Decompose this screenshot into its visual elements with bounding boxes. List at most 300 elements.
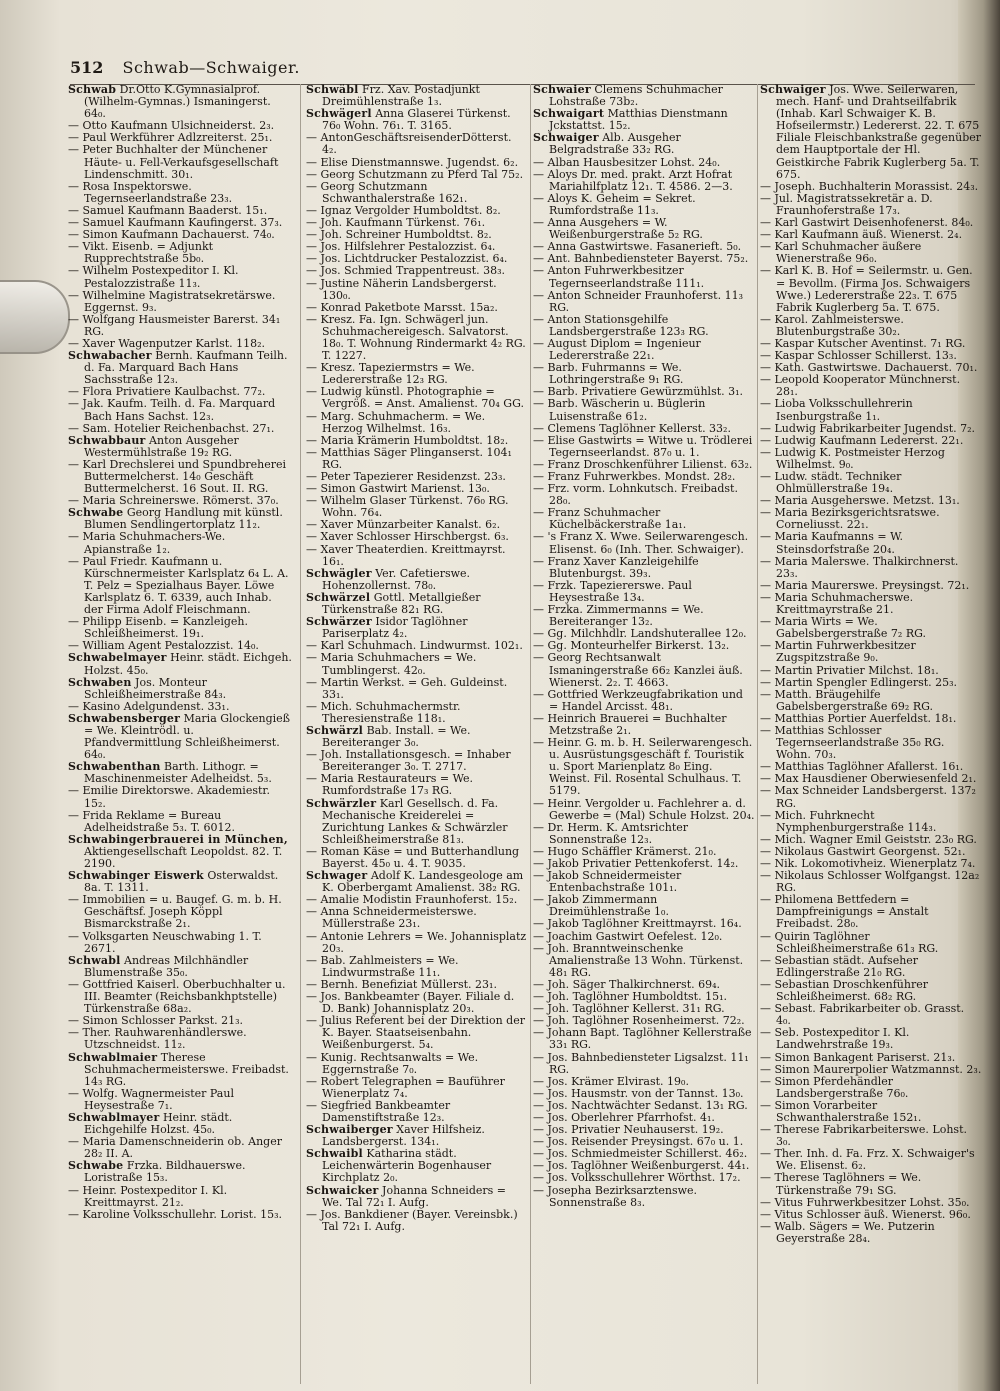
directory-entry (306, 1209, 528, 1233)
entry-text: — Maria Schuhmacherswe. Kreittmayrstraße 21. (760, 590, 914, 617)
directory-entry (533, 737, 755, 797)
directory-entry (306, 906, 528, 930)
entry-text: — Rosa Inspektorswe. Tegernseerlandstraße 23₃. (68, 179, 233, 205)
entry-surname: Schwablmaier (68, 1050, 158, 1064)
entry-text: — Jos. Volksschullehrer Wörthst. 17₂. (533, 1171, 741, 1185)
entry-text: — Philipp Eisenb. = Kanzleigeh. Schleißheimerst. 19₁. (68, 615, 248, 641)
column-2 (306, 84, 528, 1384)
entry-text: — Karl Schuhmacher äußere Wienerstraße 96₀. (760, 240, 922, 266)
entry-text: — Flora Privatiere Kaulbachst. 77₂. (68, 385, 266, 399)
directory-entry (533, 132, 755, 156)
directory-entry (68, 955, 294, 979)
entry-text: — Kasino Adelgundenst. 33₁. (68, 699, 230, 713)
entry-text: — Robert Telegraphen = Bauführer Wienerplatz 7₄. (306, 1074, 505, 1100)
entry-text: — Ludwig Kaufmann Ledererst. 22₁. (760, 433, 964, 447)
column-divider (530, 84, 531, 1384)
directory-entry (760, 1148, 982, 1172)
directory-entry (68, 459, 294, 495)
directory-entry (760, 640, 982, 664)
entry-text: — August Diplom = Ingenieur Ledererstraße 22₁. (533, 336, 701, 363)
entry-text: — Franz Fuhrwerkbes. Mondst. 28₂. (533, 470, 736, 483)
entry-text: Dr.Otto K.Gymnasialprof.(Wilhelm-Gymnas.) Ismaningerst. 64₀. (84, 84, 271, 121)
entry-text: Jos. Wwe. Seilerwaren, mech. Hanf- und Drahtseilfabrik (Inhab. Karl Schwaiger K. B. Hofseilermstr.) Ledererst. 22. T. 675 Filiale Fleischbankstraße gegenüber dem Hauptportale der Hl. Geistkirche Fabrik Kuglerberg 5a. T. 675. (776, 84, 982, 181)
directory-entry (533, 1185, 755, 1209)
entry-text: — Immobilien = u. Baugef. G. m. b. H. Geschäftsf. Joseph Köppl Bismarckstraße 2₁. (68, 893, 282, 931)
entry-text: — Heinr. Postexpeditor I. Kl. Kreittmayrst. 21₂. (68, 1183, 228, 1209)
entry-text: — Therese Taglöhners = We. Türkenstraße 79₁ SG. (760, 1171, 922, 1197)
entry-text: — Simon Bankagent Pariserst. 21₃. (760, 1050, 956, 1064)
directory-entry (533, 604, 755, 628)
entry-text: — 's Franz X. Wwe. Seilerwarengesch. Elisenst. 6₀ (Inh. Ther. Schwaiger). (533, 530, 749, 556)
directory-entry (68, 894, 294, 930)
entry-text: — Jos. Reisender Preysingst. 67₀ u. 1. (533, 1135, 744, 1149)
directory-entry (760, 374, 982, 398)
directory-entry (306, 616, 528, 640)
entry-surname: Schwaben (68, 675, 132, 689)
entry-text: — Maria Schuhmachers = We. Tumblingerst. 42₀. (306, 651, 477, 677)
entry-text: Barth. Lithogr. = Maschinenmeister Adelheidst. 5₃. (84, 760, 272, 786)
entry-text: — Gg. Milchhdlr. Landshuterallee 12₀. (533, 627, 747, 641)
entry-text: Xaver Hilfsheiz. Landsbergerst. 134₁. (322, 1123, 485, 1149)
directory-entry (760, 447, 982, 471)
entry-text: — Wilhelmine Magistratsekretärswe. Eggernst. 9₃. (68, 288, 276, 314)
directory-entry (306, 1100, 528, 1124)
entry-text: — Peter Tapezierer Residenzst. 23₃. (306, 470, 506, 483)
entry-text: — Simon Vorarbeiter Schwanthalerstraße 152₁. (760, 1098, 922, 1124)
entry-text: — Maria Schreinerswe. Römerst. 37₀. (68, 494, 279, 508)
directory-entry (68, 350, 294, 386)
entry-text: — Karl Kaufmann äuß. Wienerst. 2₄. (760, 228, 963, 242)
entry-surname: Schwab (68, 84, 117, 96)
entry-text: — Nik. Lokomotivheiz. Wienerplatz 7₄. (760, 857, 976, 870)
entry-text: — Roman Käse = und Butterhandlung Bayerst. 45₀ u. 4. T. 9035. (306, 844, 520, 870)
directory-entry (760, 894, 982, 930)
directory-entry (533, 217, 755, 241)
entry-text: Adolf K. Landesgeologe am K. Oberbergamt Amalienst. 38₂ RG. (322, 869, 524, 895)
entry-text: — Gottfried Kaiserl. Oberbuchhalter u. III. Beamter (Reichsbankhptstelle) Türkenstraße 68a₂. (68, 977, 286, 1016)
entry-text: — Ludwig K. Postmeister Herzog Wilhelmst. 9₀. (760, 445, 945, 471)
entry-text: — Maria Kaufmanns = W. Steinsdorfstraße 20₄. (760, 530, 903, 556)
entry-text: — Maria Krämerin Humboldtst. 18₂. (306, 433, 509, 447)
directory-entry (760, 1221, 982, 1245)
entry-text: — Paul Friedr. Kaufmann u. Kürschnermeister Karlsplatz 6₄ L. A. T. Pelz = Spezialhaus Bayer. Löwe Karlsplatz 6. T. 6339, auch Inhab. der Firma Adolf Fleischmann. (68, 554, 289, 617)
directory-entry (760, 84, 982, 181)
directory-entry (760, 725, 982, 761)
entry-text: Jos. Monteur Schleißheimerstraße 84₃. (84, 675, 227, 701)
directory-entry (533, 822, 755, 846)
entry-text: — Mich. Wagner Emil Geiststr. 23₀ RG. (760, 832, 977, 846)
directory-entry (306, 870, 528, 894)
entry-text: — Jakob Taglöhner Kreittmayrst. 16₄. (533, 917, 742, 931)
directory-entry (533, 314, 755, 338)
directory-entry (68, 810, 294, 834)
entry-text: — Justine Näherin Landsbergerst. 130₀. (306, 276, 497, 302)
entry-text: — Therese Fabrikarbeiterswe. Lohst. 3₀. (760, 1123, 967, 1149)
entry-surname: Schwablmayer (68, 1110, 160, 1124)
directory-entry (533, 362, 755, 386)
entry-text: — Jos. Krämer Elvirast. 19₀. (533, 1074, 689, 1088)
directory-entry (760, 616, 982, 640)
entry-text: Osterwaldst. 8a. T. 1311. (84, 869, 279, 895)
entry-text: — Sebastian städt. Aufseher Edlingerstraße 21₀ RG. (760, 953, 919, 979)
entry-surname: Schwaiger (760, 84, 826, 96)
entry-text: — Heinr. Vergolder u. Fachlehrer a. d. Gewerbe = (Mal) Schule Holzst. 20₄. (533, 796, 755, 822)
directory-entry (68, 1185, 294, 1209)
entry-text: — Karl Gastwirt Deisenhofenerst. 84₀. (760, 216, 974, 230)
entry-text: — Sebastian Droschkenführer Schleißheimerst. 68₂ RG. (760, 977, 928, 1004)
entry-text: — Otto Kaufmann Ulsichneiderst. 2₃. (68, 119, 275, 133)
directory-entry (533, 483, 755, 507)
entry-text: — Mich. Fuhrknecht Nymphenburgerstraße 114₃. (760, 808, 937, 834)
entry-surname: Schwärzl (306, 723, 364, 737)
directory-entry (306, 314, 528, 362)
entry-text: — Joh. Taglöhner Humboldtst. 15₁. (533, 990, 727, 1004)
entry-text: — Frz. vorm. Lohnkutsch. Freibadst. 28₀. (533, 482, 738, 508)
directory-entry (306, 411, 528, 435)
entry-text: — Paul Werkführer Adlzreiterst. 25₁. (68, 131, 273, 145)
entry-surname: Schwabe (68, 1159, 124, 1173)
entry-text: — Max Schneider Landsbergerst. 137₂ RG. (760, 784, 976, 810)
entry-text: — Wilhelm Postexpeditor I. Kl. Pestalozzistraße 11₃. (68, 264, 239, 290)
directory-entry (533, 169, 755, 193)
directory-entry (533, 84, 755, 108)
entry-text: — Ant. Bahnbediensteter Bayerst. 75₂. (533, 252, 749, 266)
entry-text: — Kaspar Kutscher Aventinst. 7₁ RG. (760, 336, 966, 350)
directory-entry (306, 1185, 528, 1209)
column-1 (68, 84, 294, 1384)
entry-text: — Jos. Bahnbediensteter Ligsalzst. 11₁ RG. (533, 1050, 749, 1076)
entry-text: — Jos. Hausmstr. von der Tannst. 13₀. (533, 1086, 744, 1100)
page-header (70, 58, 300, 82)
entry-text: — Anna Ausgehers = W. Weißenburgerstraße 5₂ RG. (533, 216, 703, 242)
directory-entry (533, 108, 755, 132)
directory-entry (533, 652, 755, 688)
entry-text: — AntonGeschäftsreisenderDötterst. 4₂. (306, 131, 512, 157)
directory-entry (306, 773, 528, 797)
directory-entry (306, 362, 528, 386)
entry-text: — Karol. Zahlmeisterswe. Blutenburgstraße 30₂. (760, 312, 904, 338)
entry-text: — Ludwig Fabrikarbeiter Jugendst. 7₂. (760, 421, 976, 435)
directory-entry (306, 132, 528, 156)
directory-entry (760, 241, 982, 265)
entry-text: Johanna Schneiders = We. Tal 72₁ I. Aufg. (322, 1183, 506, 1209)
entry-text: — Matthias Säger Plinganserst. 104₁ RG. (306, 445, 512, 471)
entry-text: — Franz Droschkenführer Lilienst. 63₂. (533, 457, 753, 471)
directory-entry (68, 1112, 294, 1136)
entry-text: — Barb. Fuhrmanns = We. Lothringerstraße 9₁ RG. (533, 361, 684, 387)
entry-text: — Maria Bezirksgerichtsratswe. Corneliusst. 22₁. (760, 506, 940, 532)
directory-entry (68, 556, 294, 616)
entry-text: — Jos. Lichtdrucker Pestalozzist. 6₄. (306, 252, 508, 266)
entry-text: — Matthias Schlosser Tegernseerlandstraße 35₀ RG. Wohn. 70₃. (760, 723, 945, 762)
directory-entry (533, 265, 755, 289)
entry-text: Bab. Install. = We. Bereiteranger 3₀. (322, 723, 471, 750)
entry-text: — Jos. Nachtwächter Sedanst. 13₁ RG. (533, 1098, 748, 1112)
entry-text: — Simon Schlosser Parkst. 21₃. (68, 1014, 244, 1028)
entry-surname: Schwabelmayer (68, 651, 167, 665)
directory-entry (533, 870, 755, 894)
entry-text: — Maria Restaurateurs = We. Rumfordstraße 17₃ RG. (306, 772, 474, 798)
entry-text: — Simon Gastwirt Marienst. 13₀. (306, 482, 490, 496)
entry-text: — Emilie Direktorswe. Akademiestr. 15₂. (68, 784, 270, 810)
directory-entry (533, 1052, 755, 1076)
directory-entry (533, 713, 755, 737)
directory-entry (533, 290, 755, 314)
entry-surname: Schwärzer (306, 615, 372, 629)
running-head: Schwab—Schwaiger. (122, 58, 300, 77)
directory-entry (760, 471, 982, 495)
directory-entry (306, 181, 528, 205)
directory-entry (306, 84, 528, 108)
entry-text: Matthias Dienstmann Jckstattst. 15₂. (549, 107, 728, 133)
directory-entry (68, 652, 294, 676)
entry-text: — Simon Kaufmann Dachauerst. 74₀. (68, 228, 275, 242)
directory-entry (68, 84, 294, 120)
entry-surname: Schwärzler (306, 796, 377, 810)
directory-entry (68, 507, 294, 531)
entry-text: — Maria Schuhmachers-We. Apianstraße 1₂. (68, 530, 226, 556)
directory-entry (68, 1027, 294, 1051)
entry-text: — Ther. Inh. d. Fa. Frz. X. Schwaiger's We. Elisenst. 6₂. (760, 1147, 975, 1173)
entry-text: — Nikolaus Schlosser Wolfgangst. 12a₂ RG. (760, 869, 980, 895)
entry-text: Anton Ausgeher Westermühlstraße 19₂ RG. (84, 433, 239, 459)
entry-text: Gottl. Metallgießer Türkenstraße 82₁ RG. (322, 590, 481, 617)
directory-entry (68, 290, 294, 314)
directory-entry (306, 108, 528, 132)
directory-entry (760, 1100, 982, 1124)
entry-text: — Joh. Schreiner Humboldtst. 8₂. (306, 228, 492, 242)
entry-text: — Marg. Schuhmacherm. = We. Herzog Wilhelmst. 16₃. (306, 409, 486, 435)
entry-text: — Hugo Schäffler Krämerst. 21₀. (533, 844, 717, 858)
directory-entry (68, 713, 294, 761)
directory-entry (760, 1027, 982, 1051)
entry-text: Isidor Taglöhner Pariserplatz 4₂. (322, 615, 468, 641)
directory-entry (760, 265, 982, 313)
entry-text: Andreas Milchhändler Blumenstraße 35₀. (84, 953, 249, 979)
entry-text: — Matthias Portier Auerfeldst. 18₁. (760, 711, 957, 725)
directory-entry (306, 1076, 528, 1100)
entry-text: Alb. Ausgeher Belgradstraße 33₂ RG. (549, 131, 681, 157)
entry-text: — Jakob Privatier Pettenkoferst. 14₂. (533, 857, 739, 870)
directory-entry (533, 556, 755, 580)
entry-text: — Simon Maurerpolier Watzmannst. 2₃. (760, 1062, 982, 1076)
entry-text: — Clemens Taglöhner Kellerst. 33₂. (533, 421, 731, 435)
directory-entry (533, 580, 755, 604)
entry-text: Aktiengesellschaft Leopoldst. 82. T. 2190. (84, 844, 283, 870)
entry-surname: Schwaiger (533, 131, 599, 145)
entry-surname: Schwägerl (306, 107, 372, 121)
entry-text: — Joh. Taglöhner Kellerst. 31₁ RG. (533, 1002, 725, 1016)
entry-text: — Joh. Installationsgesch. = Inhaber Bereiteranger 3₀. T. 2717. (306, 748, 511, 774)
entry-text: — Elise Gastwirts = Witwe u. Trödlerei Tegernseerlandst. 87₀ u. 1. (533, 433, 753, 459)
binding-clip (0, 280, 70, 354)
entry-surname: Schwärzel (306, 590, 371, 604)
directory-entry (533, 943, 755, 979)
entry-text: — Jul. Magistratssekretär a. D. Fraunhoferstraße 17₃. (760, 191, 933, 217)
directory-entry (306, 955, 528, 979)
entry-text: Karl Gesellsch. d. Fa. Mechanische Kreiderelei = Zurichtung Lankes & Schwärzler Schleißheimerstraße 81₃. (322, 796, 508, 846)
directory-entry (306, 846, 528, 870)
entry-text: — Mich. Schuhmachermstr. Theresienstraße 118₁. (306, 699, 461, 725)
directory-entry (760, 810, 982, 834)
entry-text: — Jos. Schmiedmeister Schillerst. 46₂. (533, 1147, 748, 1161)
directory-entry (533, 338, 755, 362)
entry-text: — Amalie Modistin Fraunhoferst. 15₂. (306, 893, 518, 907)
entry-text: — Karl Drechslerei und Spundbreherei Buttermelcherst. 14₀ Geschäft Buttermelcherst. 16 Sout. II. RG. (68, 457, 287, 496)
entry-surname: Schwabingerbrauerei in München, (68, 832, 288, 846)
directory-entry (68, 1209, 294, 1221)
entry-text: — Martin Spengler Edlingerst. 25₃. (760, 675, 958, 689)
entry-text: — Gottfried Werkzeugfabrikation und = Handel Arcisst. 48₁. (533, 687, 743, 713)
directory-entry (306, 652, 528, 676)
entry-text: — Jos. Bankbeamter (Bayer. Filiale d. D. Bank) Johannisplatz 20₃. (306, 990, 515, 1016)
directory-entry (306, 386, 528, 410)
entry-text: Maria Glockengieß = We. Kleintrödl. u. Pfandvermittlung Schleißheimerst. 64₀. (84, 711, 291, 762)
directory-entry (760, 1076, 982, 1100)
entry-text: Georg Handlung mit künstl. Blumen Sendlingertorplatz 11₂. (84, 506, 283, 532)
entry-text: — Jakob Zimmermann Dreimühlenstraße 1₀. (533, 893, 669, 919)
directory-entry (68, 531, 294, 555)
directory-entry (306, 931, 528, 955)
directory-entry (68, 1052, 294, 1088)
entry-surname: Schwaier (533, 84, 591, 96)
directory-entry (533, 894, 755, 918)
entry-text: — Dr. Herm. K. Amtsrichter Sonnenstraße 12₃. (533, 820, 689, 846)
entry-text: — Konrad Paketbote Marsst. 15a₂. (306, 300, 498, 314)
entry-text: — Anna Schneidermeisterswe. Müllerstraße 23₁. (306, 905, 477, 931)
entry-text: — Joh. Kaufmann Türkenst. 76₁. (306, 216, 486, 230)
directory-entry (68, 144, 294, 180)
entry-text: — Kath. Gastwirtswe. Dachauerst. 70₁. (760, 361, 978, 375)
entry-text: — Joh. Branntweinschenke Amalienstraße 13 Wohn. Türkenst. 48₁ RG. (533, 941, 744, 979)
directory-entry (68, 1136, 294, 1160)
entry-text: — Ther. Rauhwarenhändlerswe. Utzschneidst. 11₂. (68, 1026, 247, 1052)
directory-entry (533, 193, 755, 217)
directory-entry (68, 785, 294, 809)
directory-entry (306, 1052, 528, 1076)
directory-entry (760, 1172, 982, 1196)
entry-text: — Kunig. Rechtsanwalts = We. Eggernstraße 7₀. (306, 1050, 479, 1076)
directory-entry (760, 1003, 982, 1027)
entry-text: — Jakob Schneidermeister Entenbachstraße 101₁. (533, 869, 682, 895)
directory-entry (306, 677, 528, 701)
directory-entry (533, 531, 755, 555)
directory-entry (68, 398, 294, 422)
entry-surname: Schwaicker (306, 1183, 379, 1197)
column-divider (757, 84, 758, 1384)
entry-text: — Peter Buchhalter der Münchener Häute- u. Fell-Verkaufsgesellschaft Lindenschmitt. 30₁. (68, 143, 279, 181)
entry-text: — Jos. Schmied Trappentreust. 38₃. (306, 264, 506, 278)
directory-entry (306, 1148, 528, 1184)
directory-entry (533, 798, 755, 822)
directory-entry (68, 435, 294, 459)
entry-text: — Leopold Kooperator Münchnerst. 28₁. (760, 373, 961, 399)
column-3 (533, 84, 755, 1384)
entry-text: — Siegfried Bankbeamter Damenstiftstraße 12₃. (306, 1098, 451, 1124)
directory-entry (760, 785, 982, 809)
directory-entry (760, 979, 982, 1003)
entry-text: — Maria Maurerswe. Preysingst. 72₁. (760, 578, 970, 592)
page-number: 512 (70, 58, 104, 77)
entry-text: — Matthias Taglöhner Afallerst. 16₁. (760, 760, 964, 774)
directory-entry (68, 265, 294, 289)
entry-text: — Maria Damenschneiderin ob. Anger 28₂ II. A. (68, 1135, 282, 1161)
directory-entry (760, 870, 982, 894)
entry-text: Heinr. städt. Eichgehilfe Holzst. 45₀. (84, 1110, 233, 1137)
entry-text: — Wolfg. Wagnermeister Paul Heysestraße 7₁. (68, 1086, 234, 1112)
entry-text: — Martin Privatier Milchst. 18₁. (760, 663, 939, 677)
entry-text: — Samuel Kaufmann Baaderst. 15₁. (68, 203, 268, 217)
directory-entry (306, 447, 528, 471)
directory-entry (760, 556, 982, 580)
entry-text: — Xaver Theaterdien. Kreittmayrst. 16₁. (306, 542, 506, 568)
directory-entry (306, 1124, 528, 1148)
entry-text: — Xaver Schlosser Hirschbergst. 6₃. (306, 530, 509, 544)
directory-entry (306, 991, 528, 1015)
entry-text: Katharina städt. Leichenwärterin Bogenhauser Kirchplatz 2₀. (322, 1147, 492, 1185)
directory-entry (760, 689, 982, 713)
directory-entry (68, 931, 294, 955)
directory-entry (68, 616, 294, 640)
entry-surname: Schwabinger Eiswerk (68, 869, 204, 883)
directory-entry (306, 278, 528, 302)
entry-text: — Lioba Volksschullehrerin Isenburgstraße 1₁. (760, 397, 913, 423)
entry-text: — Franz Schuhmacher Küchelbäckerstraße 1a₁. (533, 506, 687, 532)
column-divider (300, 84, 301, 1384)
entry-text: Frz. Xav. Postadjunkt Dreimühlenstraße 1₃. (322, 84, 480, 109)
entry-text: — Julius Referent bei der Direktion der K. Bayer. Staatseisenbahn. Weißenburgerst. 5₄. (306, 1014, 525, 1052)
directory-entry (306, 798, 528, 846)
entry-text: — Frzka. Zimmermanns = We. Bereiteranger 13₂. (533, 603, 704, 629)
entry-text: — Jos. Bankdiener (Bayer. Vereinsbk.) Tal 72₁ I. Aufg. (306, 1207, 518, 1233)
entry-text: Therese Schuhmachermeisterswe. Freibadst. 14₃ RG. (84, 1050, 289, 1088)
directory-entry (760, 398, 982, 422)
entry-surname: Schwabacher (68, 349, 152, 363)
column-4 (760, 84, 982, 1384)
entry-text: — Sam. Hotelier Reichenbachst. 27₁. (68, 421, 275, 435)
entry-text: — Anna Gastwirtswe. Fasanerieft. 5₀. (533, 240, 742, 254)
directory-entry (68, 181, 294, 205)
directory-entry (533, 398, 755, 422)
entry-text: — Ignaz Vergolder Humboldtst. 8₂. (306, 203, 501, 217)
directory-entry (306, 544, 528, 568)
entry-text: Bernh. Kaufmann Teilh. d. Fa. Marquard Bach Hans Sachsstraße 12₃. (84, 349, 288, 387)
entry-text: — Georg Schutzmann zu Pferd Tal 75₂. (306, 167, 524, 181)
entry-text: — Heinrich Brauerei = Buchhalter Metzstraße 2₁. (533, 711, 727, 737)
directory-entry (760, 592, 982, 616)
entry-text: — Samuel Kaufmann Kaufingerst. 37₃. (68, 216, 283, 230)
entry-text: — Wilhelm Glaser Türkenst. 76₀ RG. Wohn. 76₄. (306, 494, 509, 520)
entry-text: — Philomena Bettfedern = Dampfreinigungs = Anstalt Freibadst. 28₀. (760, 893, 929, 931)
entry-text: — Seb. Postexpeditor I. Kl. Landwehrstraße 19₃. (760, 1026, 910, 1052)
directory-entry (306, 568, 528, 592)
entry-text: — Matth. Bräugehilfe Gabelsbergerstraße 69₂ RG. (760, 687, 933, 713)
entry-text: — Walb. Sägers = We. Putzerin Geyerstraße 28₄. (760, 1219, 935, 1245)
entry-text: — Vitus Fuhrwerkbesitzer Lohst. 35₀. (760, 1195, 970, 1209)
directory-entry (68, 870, 294, 894)
entry-text: — Barb. Privatiere Gewürzmühlst. 3₁. (533, 385, 744, 399)
entry-text: — Gg. Monteurhelfer Birkerst. 13₂. (533, 639, 730, 653)
entry-text: — Alban Hausbesitzer Lohst. 24₀. (533, 155, 721, 169)
entry-text: — Joseph. Buchhalterin Morassist. 24₃. (760, 179, 979, 193)
entry-text: — Kresz. Tapeziermstrs = We. Ledererstraße 12₃ RG. (306, 361, 475, 387)
directory-entry (760, 507, 982, 531)
entry-text: — Martin Fuhrwerkbesitzer Zugspitzstraße 9₀. (760, 639, 916, 665)
entry-text: Frzka. Bildhauerswe. Loristraße 15₃. (84, 1159, 246, 1185)
entry-text: — Jos. Taglöhner Weißenburgerst. 44₁. (533, 1159, 750, 1173)
directory-entry (760, 314, 982, 338)
entry-text: — Heinr. G. m. b. H. Seilerwarengesch. u. Ausrüstungsgeschäft f. Touristik u. Sport Marienplatz 8₀ Eing. Weinst. Fil. Rosental Schulhaus. T. 5179. (533, 736, 753, 798)
